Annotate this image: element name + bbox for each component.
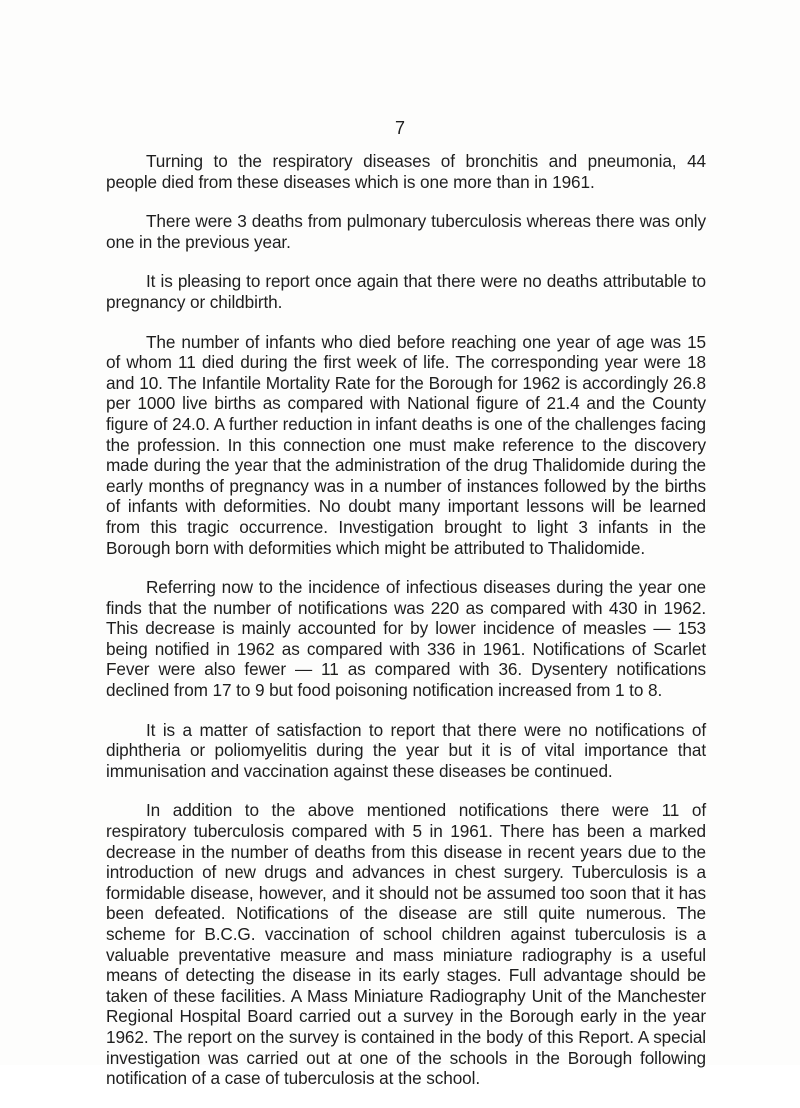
paragraph-infectious-diseases: Referring now to the incidence of infectious diseases during the year one finds that the number of notifications was 220 as compared with 430 in 1962. This decrease is mainly accounted for by lower incidence of measles — 153 being notified in 1962 as compared with 336 in 1961. Notifications of Scarlet Fever were also fewer — 11 as compared with 36. Dysentery notifications declined from 17 to 9 but food poisoning notification increased from 1 to 8. — [106, 577, 706, 701]
paragraph-respiratory-diseases: Turning to the respiratory diseases of bronchitis and pneumonia, 44 people died from these diseases which is one more than in 1961. — [106, 151, 706, 192]
paragraph-maternal-deaths: It is pleasing to report once again that there were no deaths attributable to pregnancy or childbirth. — [106, 271, 706, 312]
paragraph-diphtheria-poliomyelitis: It is a matter of satisfaction to report that there were no notifications of diphtheria or poliomyelitis during the year but it is of vital importance that immunisation and vaccination against these diseases be continued. — [106, 719, 706, 781]
body-text — [106, 151, 706, 1108]
paragraph-respiratory-tuberculosis: In addition to the above mentioned notifications there were 11 of respiratory tuberculosis compared with 5 in 1961. There has been a marked decrease in the number of deaths from this disease in recent years due to the introduction of new drugs and advances in chest surgery. Tuberculosis is a formidable disease, however, and it should not be assumed too soon that it has been defeated. Notifications of the disease are still quite numerous. The scheme for B.C.G. vaccination of school children against tuberculosis is a valuable preventative measure and mass miniature radiography is a useful means of detecting the disease in its early stages. Full advantage should be taken of these facilities. A Mass Miniature Radiography Unit of the Manchester Regional Hospital Board carried out a survey in the Borough early in the year 1962. The report on the survey is contained in the body of this Report. A special investigation was carried out at one of the schools in the Borough following notification of a case of tuberculosis at the school. — [106, 800, 706, 1089]
page-number: 7 — [394, 118, 405, 138]
paragraph-pulmonary-tuberculosis: There were 3 deaths from pulmonary tuberculosis whereas there was only one in the previous year. — [106, 211, 706, 252]
paragraph-infant-mortality: The number of infants who died before reaching one year of age was 15 of whom 11 died during the first week of life. The corresponding year were 18 and 10. The Infantile Mortality Rate for the Borough for 1962 is accordingly 26.8 per 1000 live births as compared with National figure of 21.4 and the County figure of 24.0. A further reduction in infant deaths is one of the challenges facing the profession. In this connection one must make reference to the discovery made during the year that the administration of the drug Thalidomide during the early months of pregnancy was in a number of instances followed by the births of infants with deformities. No doubt many important lessons will be learned from this tragic occurrence. Investigation brought to light 3 infants in the Borough born with deformities which might be attributed to Thalidomide. — [106, 331, 706, 558]
